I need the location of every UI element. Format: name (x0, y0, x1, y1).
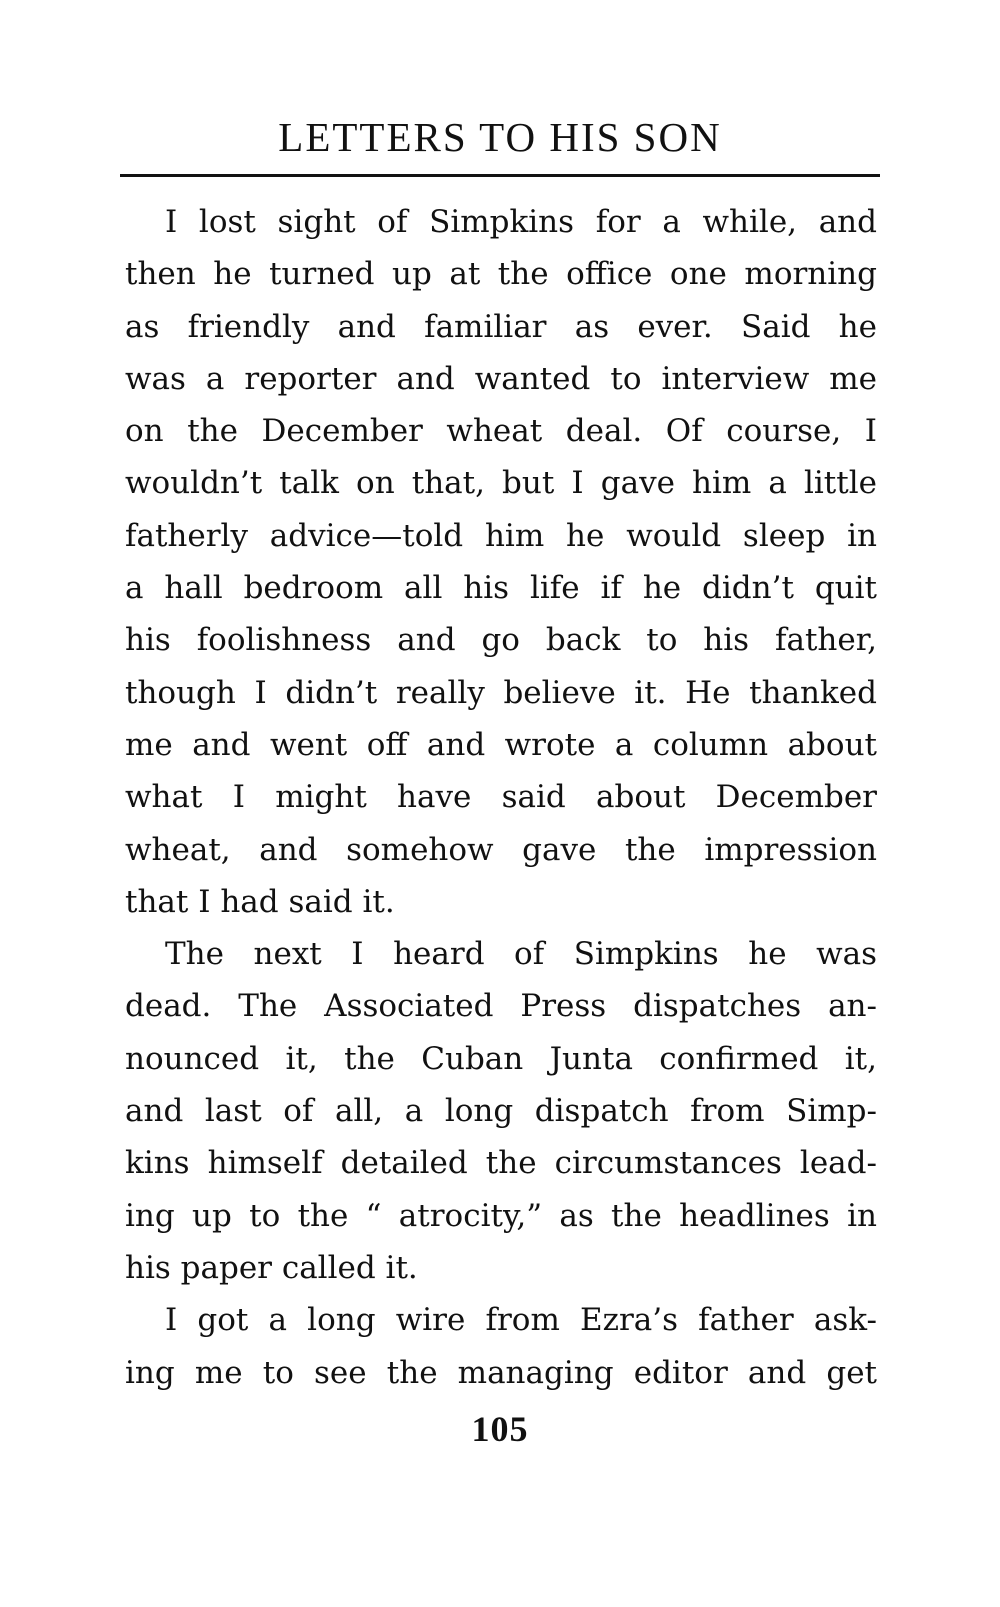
text-line: I got a long wire from Ezra’s father ask- (165, 1302, 877, 1339)
text-line: fatherly advice—told him he would sleep in (125, 517, 877, 554)
text-line: I lost sight of Simpkins for a while, and (165, 204, 877, 240)
text-line: me and went off and wrote a column about (125, 726, 877, 763)
text-line: then he turned up at the office one morning (125, 256, 877, 293)
running-title: LETTERS TO HIS SON (278, 114, 722, 160)
text-line: ing up to the “ atrocity,” as the headlines in (125, 1197, 877, 1234)
text-line: his paper called it. (125, 1249, 418, 1286)
paragraph (125, 196, 877, 928)
text-line: kins himself detailed the circumstances lead- (125, 1145, 877, 1182)
text-line: ing me to see the managing editor and get (125, 1354, 877, 1391)
text-line: dead. The Associated Press dispatches an- (125, 988, 877, 1025)
text-line: wheat, and somehow gave the impression (125, 831, 877, 868)
text-line: as friendly and familiar as ever. Said he (125, 308, 877, 345)
header-rule (120, 174, 880, 177)
page-number: 105 (471, 1409, 529, 1449)
text-line: on the December wheat deal. Of course, I (125, 413, 877, 450)
text-line: what I might have said about December (125, 779, 877, 816)
text-line: though I didn’t really believe it. He thanked (125, 674, 877, 711)
paragraph (125, 1294, 877, 1399)
body-text (125, 196, 877, 1399)
text-line: was a reporter and wanted to interview me (125, 360, 877, 397)
text-line: that I had said it. (125, 883, 395, 920)
text-line: a hall bedroom all his life if he didn’t quit (125, 570, 877, 607)
paragraph (125, 928, 877, 1294)
text-line: and last of all, a long dispatch from Simp- (125, 1093, 877, 1130)
text-line: his foolishness and go back to his father, (125, 622, 877, 659)
text-line: The next I heard of Simpkins he was (165, 936, 877, 973)
text-line: wouldn’t talk on that, but I gave him a little (125, 465, 877, 502)
text-line: nounced it, the Cuban Junta confirmed it, (125, 1040, 877, 1077)
